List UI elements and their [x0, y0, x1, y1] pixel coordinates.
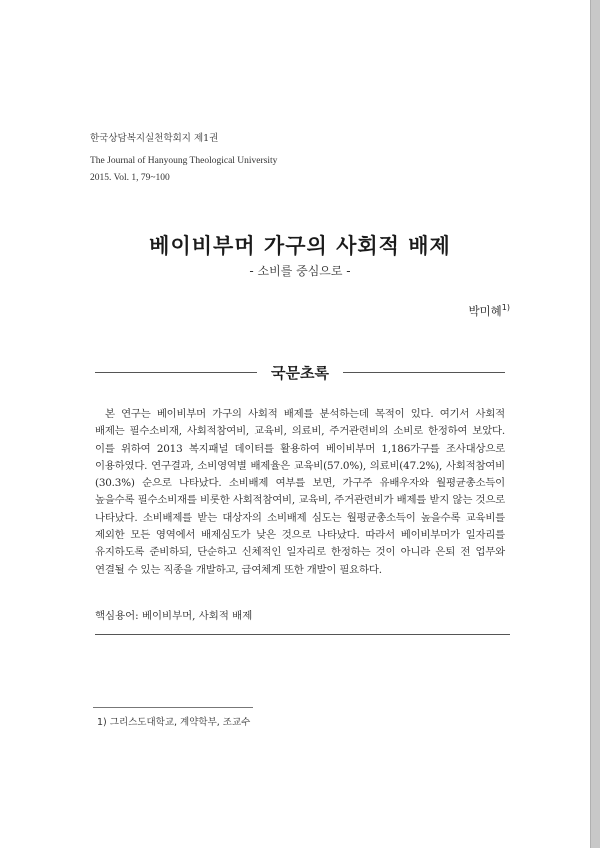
keywords: 핵심용어: 베이비부머, 사회적 배제 — [95, 610, 253, 622]
abstract-bottom-rule — [95, 634, 510, 635]
author — [468, 303, 510, 319]
heading-rule-left — [95, 372, 257, 373]
heading-rule-right — [343, 372, 505, 373]
author-name: 박미혜 — [468, 304, 502, 318]
paper-subtitle: - 소비를 중심으로 - — [249, 264, 351, 278]
journal-korean-title: 한국상담복지실천학회지 제1권 — [90, 133, 219, 144]
footnote: 1) 그리스도대학교, 계약학부, 조교수 — [97, 717, 251, 728]
abstract-body: 본 연구는 베이비부머 가구의 사회적 배제를 분석하는데 목적이 있다. 여기서 사회적 배제는 필수소비재, 사회적참여비, 교육비, 의료비, 주거관련비의 소비로 한정하여 보았다. 이를 위하여 2013 복지패널 데이터를 활용하여 베이비부머 1,186가구를 조사대상으로 이용하였다. 연구결과, 소비영역별 배제율은 교육비(57.0%), 의료비(47.2%), 사회적참여비(30.3%) 순으로 나타났다. 소비배제 여부를 보면, 가구주 유배우자와 월평균총소득이 높을수록 필수소비재를 비롯한 사회적참여비, 교육비, 주거관련비가 배제를 받지 않는 것으로 나타났다. 소비배제를 받는 대상자의 소비배제 심도는 월평균총소득이 높을수록 교육비를 제외한 모든 영역에서 배제심도가 낮은 것으로 나타났다. 따라서 베이비부머가 일자리를 유지하도록 준비하되, 단순하고 신체적인 일자리로 한정하는 것이 아니라 은퇴 전 업무와 연결될 수 있는 직종을 개발하고, 급여체계 또한 개발이 필요하다. — [95, 408, 505, 576]
abstract-heading-row — [95, 362, 505, 383]
journal-issue: 2015. Vol. 1, 79~100 — [90, 173, 170, 183]
abstract-heading: 국문초록 — [271, 364, 329, 382]
page-edge — [590, 0, 600, 848]
journal-english-title: The Journal of Hanyoung Theological University — [90, 156, 278, 166]
journal-header — [90, 130, 277, 187]
footnote-rule — [93, 707, 253, 708]
paper-title: 베이비부머 가구의 사회적 배제 — [149, 234, 451, 258]
author-footnote-marker: 1) — [501, 303, 510, 313]
